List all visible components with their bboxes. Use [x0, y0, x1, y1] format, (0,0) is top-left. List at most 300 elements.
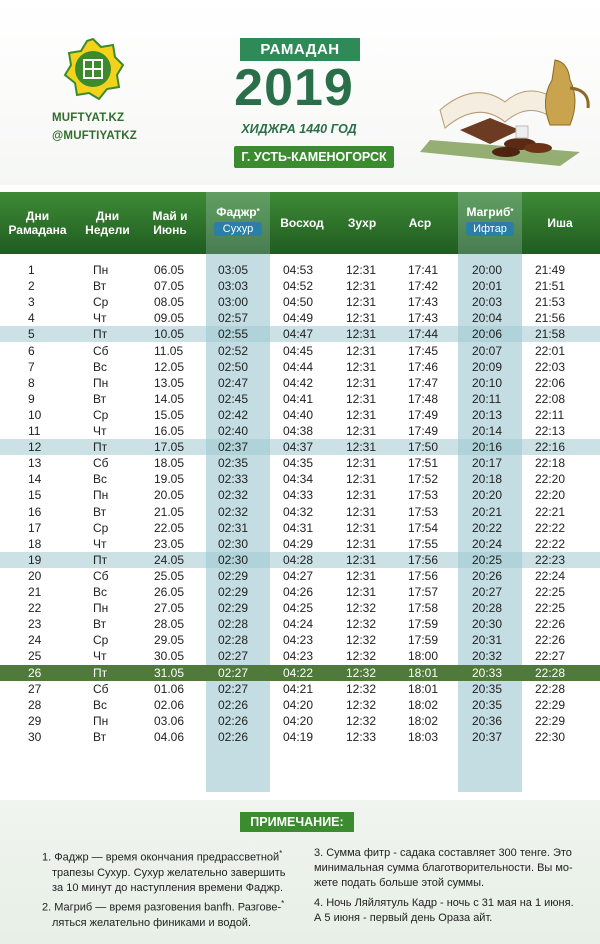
note-2-line-1: 2. Магриб — время разговения banfh. Разгове-* — [42, 899, 285, 914]
cell-asr: 18:02 — [408, 697, 439, 712]
cell-isha: 22:24 — [535, 568, 566, 583]
cell-ramadan-day: 20 — [28, 568, 42, 583]
cell-maghrib: 20:22 — [472, 520, 503, 535]
year-title: 2019 — [234, 59, 354, 117]
cell-fajr: 02:29 — [218, 568, 249, 583]
cell-zuhr: 12:31 — [346, 391, 377, 406]
cell-isha: 22:27 — [535, 649, 566, 664]
cell-zuhr: 12:31 — [346, 263, 377, 277]
cell-voskhod: 04:20 — [283, 713, 314, 728]
cell-weekday: Ср — [93, 295, 109, 310]
cell-date: 14.05 — [154, 391, 185, 406]
cell-fajr: 02:26 — [218, 713, 249, 728]
table-row — [0, 326, 600, 342]
cell-asr: 18:03 — [408, 729, 439, 744]
cell-ramadan-day: 12 — [28, 440, 42, 455]
cell-ramadan-day: 1 — [28, 263, 35, 277]
cell-fajr: 03:00 — [218, 295, 249, 310]
note-1-line-1: 1. Фаджр — время окончания предрассветной* — [42, 849, 283, 864]
cell-fajr: 02:32 — [218, 504, 249, 519]
cell-fajr: 02:30 — [218, 552, 249, 567]
cell-asr: 17:49 — [408, 407, 439, 422]
cell-date: 22.05 — [154, 520, 185, 535]
cell-isha: 22:25 — [535, 585, 566, 599]
cell-asr: 17:43 — [408, 311, 439, 326]
note-2-line-2: ляться желательно финиками и водой. — [52, 916, 252, 929]
cell-zuhr: 12:32 — [346, 617, 377, 632]
cell-weekday: Чт — [93, 311, 107, 326]
cell-ramadan-day: 22 — [28, 601, 42, 616]
table-row — [0, 487, 600, 503]
cell-maghrib: 20:01 — [472, 279, 503, 294]
cell-voskhod: 04:47 — [283, 327, 314, 342]
cell-zuhr: 12:31 — [346, 375, 377, 390]
table-row — [0, 632, 600, 648]
note-1 — [42, 846, 285, 896]
cell-fajr: 02:32 — [218, 488, 249, 503]
cell-voskhod: 04:21 — [283, 681, 314, 696]
cell-date: 18.05 — [154, 456, 185, 471]
cell-ramadan-day: 15 — [28, 488, 42, 503]
cell-ramadan-day: 2 — [28, 279, 35, 294]
table-row — [0, 536, 600, 552]
table-row — [0, 359, 600, 375]
cell-zuhr: 12:31 — [346, 552, 377, 567]
cell-maghrib: 20:24 — [472, 536, 503, 551]
table-row — [0, 375, 600, 391]
cell-maghrib: 20:16 — [472, 440, 503, 455]
cell-asr: 17:43 — [408, 295, 439, 310]
cell-fajr: 02:26 — [218, 729, 249, 744]
cell-zuhr: 12:31 — [346, 424, 377, 438]
table-row — [0, 713, 600, 729]
cell-isha: 22:30 — [535, 729, 566, 744]
cell-isha: 22:26 — [535, 617, 566, 632]
cell-maghrib: 20:20 — [472, 488, 503, 503]
cell-asr: 18:02 — [408, 713, 439, 728]
cell-isha: 22:22 — [535, 520, 566, 535]
table-row — [0, 471, 600, 487]
table-row — [0, 504, 600, 520]
cell-isha: 22:28 — [535, 665, 566, 680]
city-label: Г. УСТЬ-КАМЕНОГОРСК — [234, 146, 394, 168]
cell-ramadan-day: 19 — [28, 552, 42, 567]
cell-zuhr: 12:31 — [346, 311, 377, 326]
cell-zuhr: 12:31 — [346, 407, 377, 422]
cell-maghrib: 20:11 — [472, 391, 502, 406]
cell-maghrib: 20:31 — [472, 633, 503, 648]
cell-asr: 17:57 — [408, 585, 439, 599]
cell-isha: 21:49 — [535, 263, 566, 277]
cell-asr: 17:56 — [408, 552, 439, 567]
muftyat-logo-icon — [62, 38, 124, 100]
table-row — [0, 407, 600, 423]
cell-isha: 21:53 — [535, 295, 566, 310]
cell-voskhod: 04:28 — [283, 552, 314, 567]
cell-asr: 17:50 — [408, 440, 439, 455]
cell-zuhr: 12:31 — [346, 279, 377, 294]
header-isha: Иша — [547, 216, 573, 230]
table-row — [0, 294, 600, 310]
cell-zuhr: 12:32 — [346, 665, 377, 680]
table-row — [0, 648, 600, 664]
cell-asr: 17:59 — [408, 617, 439, 632]
cell-voskhod: 04:32 — [283, 504, 314, 519]
cell-ramadan-day: 14 — [28, 472, 42, 487]
cell-ramadan-day: 21 — [28, 585, 42, 599]
table-row — [0, 262, 600, 278]
table-row — [0, 455, 600, 471]
cell-date: 03.06 — [154, 713, 185, 728]
cell-weekday: Ср — [93, 633, 109, 648]
cell-zuhr: 12:32 — [346, 601, 377, 616]
cell-fajr: 02:37 — [218, 440, 249, 455]
header-day-ramadan: Дни Рамадана — [8, 209, 67, 237]
cell-isha: 22:16 — [535, 440, 566, 455]
cell-ramadan-day: 17 — [28, 520, 42, 535]
cell-fajr: 02:47 — [218, 375, 249, 390]
cell-ramadan-day: 28 — [28, 697, 42, 712]
cell-zuhr: 12:31 — [346, 536, 377, 551]
cell-maghrib: 20:26 — [472, 568, 503, 583]
cell-voskhod: 04:52 — [283, 279, 314, 294]
cell-fajr: 02:45 — [218, 391, 249, 406]
cell-weekday: Ср — [93, 520, 109, 535]
cell-voskhod: 04:33 — [283, 488, 314, 503]
table-row — [0, 439, 600, 455]
cell-maghrib: 20:18 — [472, 472, 503, 487]
cell-maghrib: 20:32 — [472, 649, 503, 664]
cell-zuhr: 12:31 — [346, 520, 377, 535]
note-4-line-2: А 5 июня - первый день Ораза айт. — [314, 912, 493, 924]
cell-weekday: Вс — [93, 472, 108, 487]
cell-weekday: Вс — [93, 359, 108, 374]
table-row — [0, 552, 600, 568]
cell-maghrib: 20:13 — [472, 407, 503, 422]
table-row — [0, 697, 600, 713]
cell-zuhr: 12:31 — [346, 343, 377, 358]
cell-maghrib: 20:35 — [472, 681, 503, 696]
cell-voskhod: 04:41 — [283, 391, 314, 406]
cell-date: 09.05 — [154, 311, 185, 326]
cell-weekday: Ср — [93, 407, 109, 422]
header-voskhod: Восход — [280, 216, 324, 230]
cell-isha: 22:26 — [535, 633, 566, 648]
cell-fajr: 02:52 — [218, 343, 249, 358]
cell-maghrib: 20:28 — [472, 601, 503, 616]
cell-fajr: 02:40 — [218, 424, 249, 438]
cell-voskhod: 04:50 — [283, 295, 314, 310]
header-zuhr: Зухр — [347, 216, 377, 230]
cell-voskhod: 04:26 — [283, 585, 314, 599]
cell-isha: 22:28 — [535, 681, 566, 696]
cell-asr: 17:48 — [408, 391, 439, 406]
cell-voskhod: 04:34 — [283, 472, 314, 487]
cell-maghrib: 20:09 — [472, 359, 503, 374]
header-iftar-badge: Ифтар — [466, 222, 514, 236]
cell-ramadan-day: 24 — [28, 633, 42, 648]
cell-weekday: Чт — [93, 536, 107, 551]
cell-fajr: 02:29 — [218, 585, 249, 599]
quran-dates-teapot-illustration — [420, 40, 590, 180]
cell-fajr: 02:28 — [218, 633, 249, 648]
cell-zuhr: 12:31 — [346, 568, 377, 583]
cell-fajr: 02:29 — [218, 601, 249, 616]
cell-asr: 17:44 — [408, 327, 439, 342]
cell-fajr: 02:27 — [218, 665, 249, 680]
note-3-line-2: минимальная сумма благотворительности. Вы мо- — [314, 862, 573, 874]
cell-ramadan-day: 7 — [28, 359, 35, 374]
cell-date: 15.05 — [154, 407, 185, 422]
cell-asr: 17:45 — [408, 343, 439, 358]
cell-voskhod: 04:38 — [283, 424, 314, 438]
note-1-line-3: за 10 минут до наступления времени Фаджр. — [52, 881, 284, 894]
cell-isha: 22:11 — [535, 407, 565, 422]
cell-voskhod: 04:29 — [283, 536, 314, 551]
cell-isha: 22:21 — [535, 504, 566, 519]
notes-title: ПРИМЕЧАНИЕ: — [240, 812, 354, 832]
cell-asr: 18:01 — [408, 681, 439, 696]
note-1-line-2: трапезы Сухур. Сухур желательно завершить — [52, 866, 286, 879]
table-row — [0, 600, 600, 616]
cell-asr: 17:53 — [408, 488, 439, 503]
site-url[interactable]: MUFTYAT.KZ — [52, 112, 125, 124]
cell-weekday: Пн — [93, 488, 109, 503]
cell-isha: 22:29 — [535, 713, 566, 728]
cell-asr: 18:00 — [408, 649, 439, 664]
table-row — [0, 391, 600, 407]
cell-date: 10.05 — [154, 327, 185, 342]
cell-isha: 21:58 — [535, 327, 566, 342]
table-row — [0, 423, 600, 439]
cell-voskhod: 04:23 — [283, 633, 314, 648]
cell-voskhod: 04:27 — [283, 568, 314, 583]
cell-voskhod: 04:20 — [283, 697, 314, 712]
note-4 — [314, 896, 574, 926]
cell-date: 12.05 — [154, 359, 185, 374]
cell-voskhod: 04:49 — [283, 311, 314, 326]
cell-maghrib: 20:00 — [472, 263, 503, 277]
cell-isha: 22:20 — [535, 472, 566, 487]
cell-weekday: Вт — [93, 391, 107, 406]
cell-asr: 17:59 — [408, 633, 439, 648]
cell-zuhr: 12:31 — [346, 456, 377, 471]
cell-asr: 17:58 — [408, 601, 439, 616]
table-row — [0, 310, 600, 326]
cell-ramadan-day: 3 — [28, 295, 35, 310]
cell-ramadan-day: 29 — [28, 713, 42, 728]
cell-weekday: Сб — [93, 456, 109, 471]
hijra-label: ХИДЖРА 1440 ГОД — [241, 122, 357, 136]
cell-date: 19.05 — [154, 472, 185, 487]
cell-voskhod: 04:19 — [283, 729, 314, 744]
cell-zuhr: 12:31 — [346, 295, 377, 310]
cell-isha: 22:01 — [535, 343, 566, 358]
cell-date: 26.05 — [154, 585, 185, 599]
header-asr: Аср — [408, 216, 432, 230]
social-handle[interactable]: @MUFTIYATKZ — [52, 130, 137, 142]
cell-zuhr: 12:31 — [346, 488, 377, 503]
cell-ramadan-day: 4 — [28, 311, 35, 326]
cell-zuhr: 12:31 — [346, 504, 377, 519]
cell-maghrib: 20:36 — [472, 713, 503, 728]
cell-ramadan-day: 6 — [28, 343, 35, 358]
cell-fajr: 02:55 — [218, 327, 249, 342]
cell-ramadan-day: 10 — [28, 407, 42, 422]
cell-asr: 17:52 — [408, 472, 439, 487]
cell-weekday: Вс — [93, 585, 108, 599]
cell-maghrib: 20:03 — [472, 295, 503, 310]
cell-ramadan-day: 26 — [28, 665, 42, 680]
cell-fajr: 03:05 — [218, 263, 249, 277]
table-row — [0, 568, 600, 584]
cell-isha: 22:25 — [535, 601, 566, 616]
table-row — [0, 616, 600, 632]
cell-date: 27.05 — [154, 601, 185, 616]
cell-fajr: 02:30 — [218, 536, 249, 551]
cell-date: 07.05 — [154, 279, 185, 294]
cell-zuhr: 12:32 — [346, 697, 377, 712]
cell-weekday: Вс — [93, 697, 108, 712]
cell-zuhr: 12:31 — [346, 585, 377, 599]
table-header — [0, 192, 600, 254]
cell-asr: 17:56 — [408, 568, 439, 583]
ramadan-label: РАМАДАН — [240, 38, 360, 61]
cell-date: 08.05 — [154, 295, 185, 310]
cell-date: 20.05 — [154, 488, 185, 503]
cell-weekday: Пн — [93, 713, 109, 728]
cell-fajr: 02:31 — [218, 520, 249, 535]
header-fajr — [206, 204, 270, 220]
cell-zuhr: 12:31 — [346, 327, 377, 342]
table-row — [0, 343, 600, 359]
cell-voskhod: 04:22 — [283, 665, 314, 680]
cell-isha: 21:56 — [535, 311, 566, 326]
cell-weekday: Чт — [93, 424, 107, 438]
table-row — [0, 278, 600, 294]
cell-isha: 22:08 — [535, 391, 566, 406]
cell-ramadan-day: 8 — [28, 375, 35, 390]
cell-weekday: Пт — [93, 440, 108, 455]
cell-date: 31.05 — [154, 665, 185, 680]
cell-fajr: 02:35 — [218, 456, 249, 471]
cell-maghrib: 20:17 — [472, 456, 503, 471]
table-row — [0, 584, 600, 600]
cell-voskhod: 04:40 — [283, 407, 314, 422]
cell-maghrib: 20:21 — [472, 504, 503, 519]
cell-fajr: 02:26 — [218, 697, 249, 712]
cell-asr: 17:47 — [408, 375, 439, 390]
cell-weekday: Сб — [93, 568, 109, 583]
cell-maghrib: 20:10 — [472, 375, 503, 390]
cell-maghrib: 20:07 — [472, 343, 503, 358]
cell-fajr: 02:33 — [218, 472, 249, 487]
cell-fajr: 02:57 — [218, 311, 249, 326]
cell-voskhod: 04:35 — [283, 456, 314, 471]
table-row — [0, 681, 600, 697]
cell-ramadan-day: 16 — [28, 504, 42, 519]
table-row — [0, 520, 600, 536]
cell-voskhod: 04:44 — [283, 359, 314, 374]
cell-date: 28.05 — [154, 617, 185, 632]
cell-zuhr: 12:31 — [346, 440, 377, 455]
cell-voskhod: 04:37 — [283, 440, 314, 455]
header — [0, 0, 600, 185]
cell-voskhod: 04:42 — [283, 375, 314, 390]
cell-asr: 18:01 — [408, 665, 439, 680]
cell-isha: 22:23 — [535, 552, 566, 567]
cell-fajr: 02:42 — [218, 407, 249, 422]
cell-fajr: 03:03 — [218, 279, 249, 294]
cell-voskhod: 04:25 — [283, 601, 314, 616]
cell-weekday: Пн — [93, 375, 109, 390]
note-3-line-3: жете подать больше этой суммы. — [314, 877, 485, 889]
cell-maghrib: 20:25 — [472, 552, 503, 567]
cell-ramadan-day: 25 — [28, 649, 42, 664]
cell-date: 25.05 — [154, 568, 185, 583]
note-4-line-1: 4. Ночь Ляйлятуль Кадр - ночь с 31 мая на 1 июня. — [314, 897, 574, 909]
table-row — [0, 665, 600, 681]
cell-asr: 17:51 — [408, 456, 439, 471]
cell-weekday: Вт — [93, 617, 107, 632]
header-maghrib — [458, 204, 522, 220]
cell-date: 30.05 — [154, 649, 185, 664]
cell-isha: 22:13 — [535, 424, 566, 438]
cell-weekday: Вт — [93, 729, 107, 744]
cell-fajr: 02:50 — [218, 359, 249, 374]
table-row — [0, 729, 600, 745]
cell-date: 23.05 — [154, 536, 185, 551]
cell-asr: 17:55 — [408, 536, 439, 551]
cell-date: 17.05 — [154, 440, 185, 455]
cell-ramadan-day: 11 — [28, 424, 41, 438]
cell-date: 16.05 — [154, 424, 185, 438]
cell-weekday: Вт — [93, 504, 107, 519]
cell-asr: 17:49 — [408, 424, 439, 438]
cell-isha: 21:51 — [535, 279, 566, 294]
header-maghrib-label: Магриб — [466, 205, 511, 219]
header-suhur-badge: Сухур — [214, 222, 262, 236]
header-maghrib-sup: * — [510, 207, 514, 216]
cell-weekday: Пт — [93, 552, 108, 567]
cell-weekday: Пт — [93, 665, 108, 680]
cell-isha: 22:20 — [535, 488, 566, 503]
header-maghrib-group — [458, 192, 522, 254]
cell-zuhr: 12:33 — [346, 729, 377, 744]
cell-fajr: 02:27 — [218, 649, 249, 664]
cell-weekday: Пн — [93, 601, 109, 616]
cell-fajr: 02:27 — [218, 681, 249, 696]
cell-voskhod: 04:53 — [283, 263, 314, 277]
cell-maghrib: 20:27 — [472, 585, 503, 599]
cell-asr: 17:41 — [408, 263, 439, 277]
cell-isha: 22:22 — [535, 536, 566, 551]
cell-zuhr: 12:31 — [346, 359, 377, 374]
cell-zuhr: 12:32 — [346, 649, 377, 664]
cell-zuhr: 12:31 — [346, 472, 377, 487]
cell-voskhod: 04:45 — [283, 343, 314, 358]
cell-weekday: Чт — [93, 649, 107, 664]
cell-voskhod: 04:24 — [283, 617, 314, 632]
cell-isha: 22:06 — [535, 375, 566, 390]
cell-maghrib: 20:30 — [472, 617, 503, 632]
cell-fajr: 02:28 — [218, 617, 249, 632]
note-3-line-1: 3. Сумма фитр - садака составляет 300 тенге. Это — [314, 847, 572, 859]
cell-maghrib: 20:04 — [472, 311, 503, 326]
header-date: Май и Июнь — [152, 209, 188, 237]
cell-date: 04.06 — [154, 729, 185, 744]
note-2 — [42, 896, 284, 931]
